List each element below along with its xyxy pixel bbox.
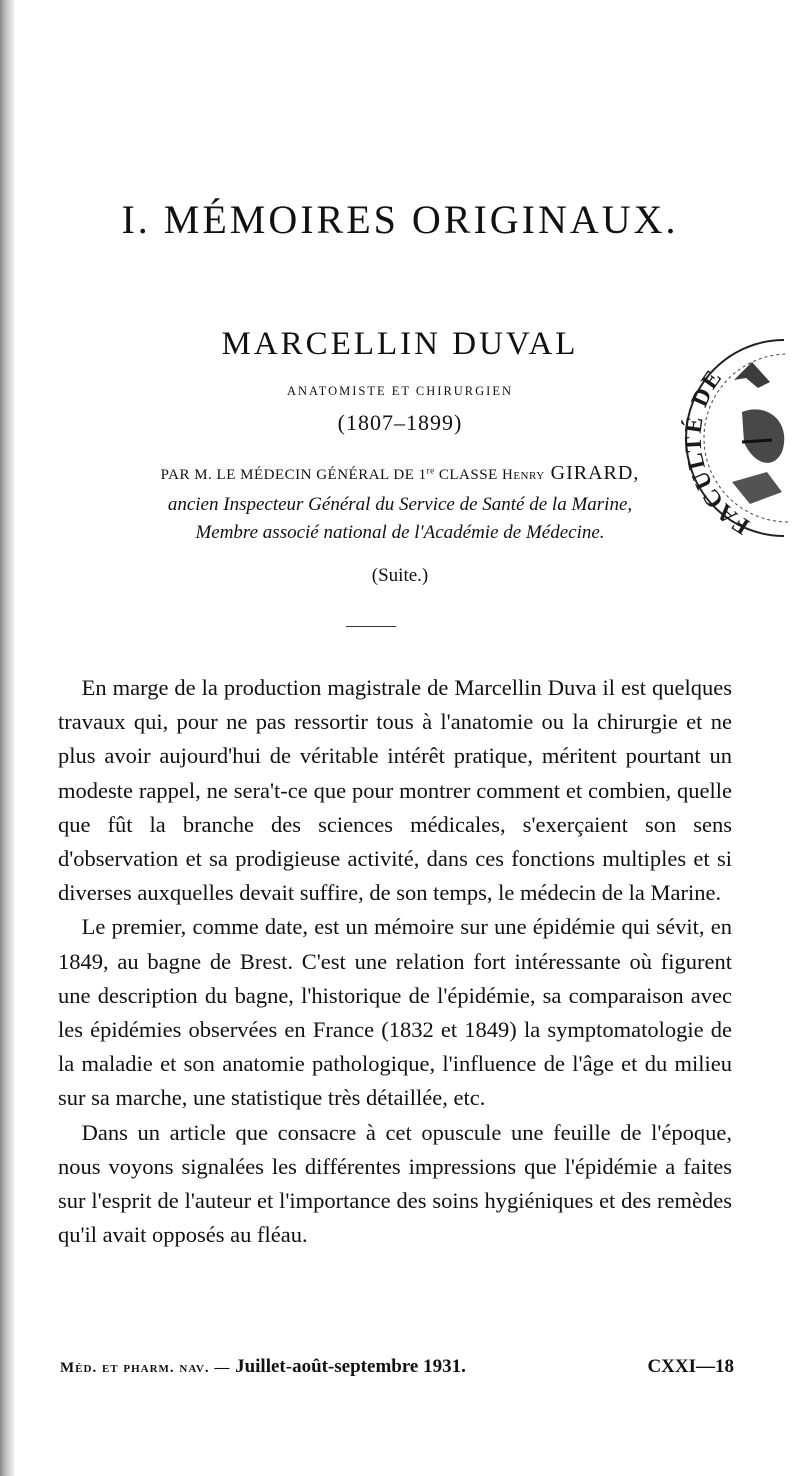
article-body bbox=[58, 671, 732, 1252]
byline-class: CLASSE bbox=[434, 467, 502, 483]
issue-date: Juillet-août-septembre 1931. bbox=[235, 1356, 466, 1377]
signature-mark: CXXI—18 bbox=[647, 1356, 734, 1377]
paragraph-2: Le premier, comme date, est un mémoire sur une épidémie qui sévit, en 1849, au bagne de Brest. C'est une relation fort intéressante où figurent une description du bagne, l'historique de l'épidémie, sa comparaison avec les épidémies observées en France (1832 et 1849) la symptomatologie de la maladie et son anatomie pathologique, l'influence de l'âge et du milieu sur sa marche, une statistique très détaillée, etc. bbox=[58, 914, 732, 1111]
author-surname: GIRARD, bbox=[544, 462, 640, 484]
stamp-text: FACULTÉ DE bbox=[680, 364, 755, 540]
author-role-line-1: ancien Inspecteur Général du Service de Santé de la Marine, bbox=[167, 494, 633, 515]
article-subtitle: ANATOMISTE ET CHIRURGIEN bbox=[286, 384, 513, 398]
article-title: MARCELLIN DUVAL bbox=[221, 326, 579, 362]
paragraph-1: En marge de la production magistrale de Marcellin Duva il est quelques travaux qui, pour ne pas ressortir tous à l'anatomie ou la chirurgie et ne plus avoir aujourd'hui de véritable intérêt pratique, méritent pourtant un modeste rappel, ne sera't-ce que pour montrer comment et combien, quelle que fût la branche des sciences médicales, s'exerçaient son sens d'observation et sa prodigieuse activité, dans ces fonctions multiples et si diverses auxquelles devait suffire, de son temps, le médecin de la Marine. bbox=[58, 675, 732, 906]
byline-prefix: PAR M. LE MÉDECIN GÉNÉRAL DE 1 bbox=[160, 467, 427, 483]
continued-label: (Suite.) bbox=[371, 565, 429, 586]
article-dates: (1807–1899) bbox=[337, 410, 463, 435]
journal-source: Méd. et pharm. nav. — bbox=[60, 1360, 231, 1376]
byline-superscript: re bbox=[426, 465, 435, 476]
page-footer bbox=[60, 1356, 734, 1378]
footer-left bbox=[60, 1356, 466, 1378]
paragraph-3: Dans un article que consacre à cet opuscule une feuille de l'époque, nous voyons signalées les différentes impressions que l'épidémie a faites sur l'esprit de l'auteur et l'importance des soins hygiéniques et des remèdes qu'il avait opposés au fléau. bbox=[58, 1119, 732, 1248]
author-given-name: Henry bbox=[502, 467, 545, 483]
title-divider bbox=[346, 626, 396, 627]
svg-text:FACULTÉ DE bbox=[680, 364, 754, 539]
section-title: I. MÉMOIRES ORIGINAUX. bbox=[121, 197, 679, 242]
library-stamp-icon bbox=[672, 322, 800, 554]
author-role-line-2: Membre associé national de l'Académie de Médecine. bbox=[195, 522, 605, 543]
